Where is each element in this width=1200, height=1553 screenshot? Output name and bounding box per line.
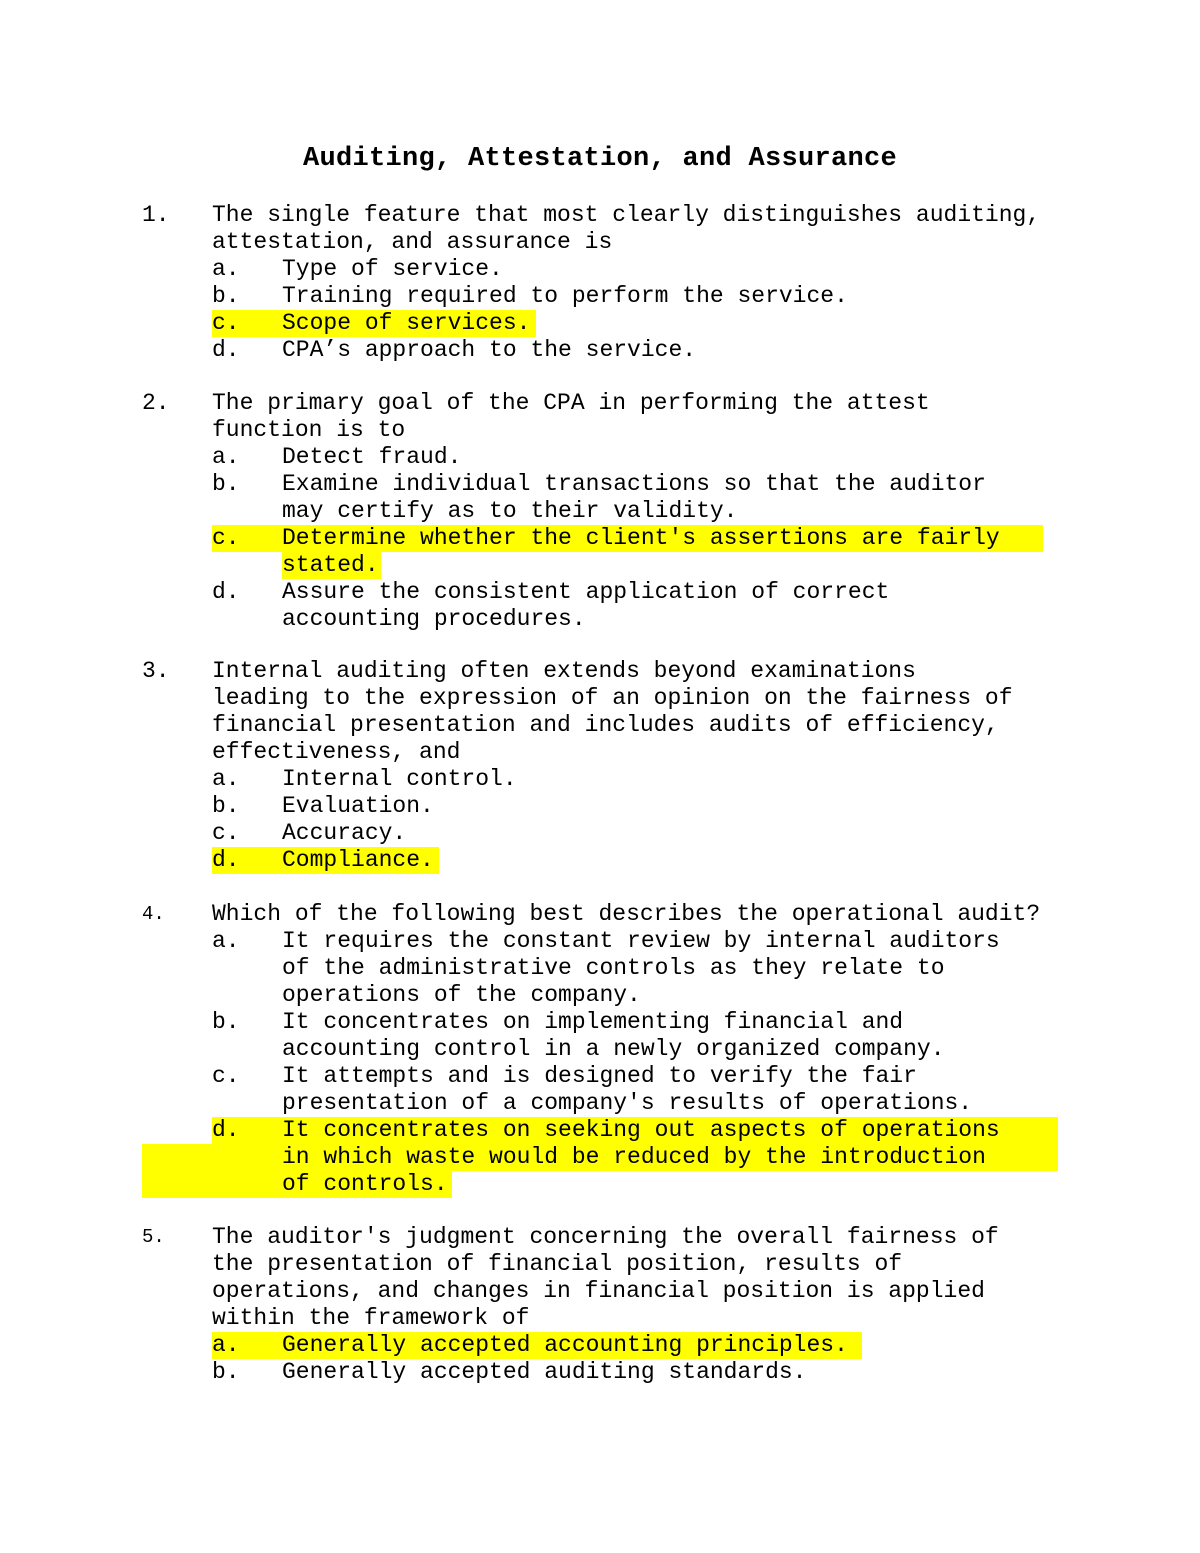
- option-text: of the administrative controls as they relate to: [282, 955, 945, 981]
- option-text: It attempts and is designed to verify the fair: [282, 1063, 917, 1089]
- option-letter: b.: [212, 471, 240, 497]
- option-continuation-line: [142, 606, 1072, 633]
- option-continuation-line: [142, 1144, 1072, 1171]
- question-stem-line: [142, 1251, 1072, 1278]
- option-text: It requires the constant review by internal auditors: [282, 928, 1000, 954]
- question-stem-line: [142, 1224, 1072, 1251]
- option-text: Evaluation.: [282, 793, 434, 819]
- answer-option-c-correct: [142, 310, 1072, 337]
- option-text: Assure the consistent application of correct: [282, 579, 890, 605]
- answer-option-a: [142, 444, 1072, 471]
- answer-option-d-correct: [142, 1117, 1072, 1144]
- question-number: 2.: [142, 390, 170, 416]
- option-letter: d.: [212, 337, 240, 363]
- option-letter: c.: [212, 310, 240, 336]
- question-5: [142, 1224, 1072, 1386]
- answer-option-b: [142, 1009, 1072, 1036]
- option-letter: b.: [212, 793, 240, 819]
- question-stem-line: [142, 658, 1072, 685]
- option-text: Examine individual transactions so that the auditor: [282, 471, 986, 497]
- option-continuation-line: [142, 955, 1072, 982]
- question-stem-text: the presentation of financial position, results of: [212, 1251, 903, 1277]
- question-2: [142, 390, 1072, 633]
- option-letter: a.: [212, 928, 240, 954]
- question-stem-line: [142, 712, 1072, 739]
- option-text: of controls.: [282, 1171, 448, 1197]
- question-stem-line: [142, 739, 1072, 766]
- answer-option-d-correct: [142, 847, 1072, 874]
- option-text: Internal control.: [282, 766, 517, 792]
- option-text: CPA’s approach to the service.: [282, 337, 697, 363]
- option-text: Accuracy.: [282, 820, 407, 846]
- question-1: [142, 202, 1072, 364]
- option-text: accounting procedures.: [282, 606, 586, 632]
- option-letter: b.: [212, 1009, 240, 1035]
- option-text: may certify as to their validity.: [282, 498, 738, 524]
- question-stem-line: [142, 1305, 1072, 1332]
- option-letter: a.: [212, 1332, 240, 1358]
- option-text: accounting control in a newly organized company.: [282, 1036, 945, 1062]
- option-letter: c.: [212, 820, 240, 846]
- option-text: It concentrates on seeking out aspects of operations: [282, 1117, 1000, 1143]
- option-text: It concentrates on implementing financial and: [282, 1009, 904, 1035]
- option-text: presentation of a company's results of operations.: [282, 1090, 973, 1116]
- question-stem-text: attestation, and assurance is: [212, 229, 613, 255]
- answer-option-c: [142, 1063, 1072, 1090]
- document-title: Auditing, Attestation, and Assurance: [302, 144, 898, 174]
- question-stem-text: function is to: [212, 417, 406, 443]
- question-stem-text: within the framework of: [212, 1305, 530, 1331]
- question-number: 1.: [142, 202, 170, 228]
- option-letter: a.: [212, 256, 240, 282]
- option-continuation-line: [142, 982, 1072, 1009]
- question-stem-line: [142, 685, 1072, 712]
- option-text: Compliance.: [282, 847, 434, 873]
- question-stem-line: [142, 390, 1072, 417]
- option-letter: a.: [212, 444, 240, 470]
- option-letter: c.: [212, 1063, 240, 1089]
- question-stem-text: effectiveness, and: [212, 739, 461, 765]
- option-letter: d.: [212, 847, 240, 873]
- option-continuation-line: [142, 1090, 1072, 1117]
- answer-option-a: [142, 256, 1072, 283]
- question-stem-text: operations, and changes in financial position is applied: [212, 1278, 985, 1304]
- option-text: Generally accepted auditing standards.: [282, 1359, 807, 1385]
- question-3: [142, 658, 1072, 874]
- option-continuation-line: [142, 552, 1072, 579]
- question-stem-line: [142, 1278, 1072, 1305]
- option-letter: d.: [212, 579, 240, 605]
- question-stem-text: The single feature that most clearly distinguishes auditing,: [212, 202, 1041, 228]
- answer-option-d: [142, 337, 1072, 364]
- option-text: Training required to perform the service.: [282, 283, 848, 309]
- question-stem-line: [142, 229, 1072, 256]
- answer-option-b: [142, 1359, 1072, 1386]
- option-continuation-line: [142, 1171, 1072, 1198]
- question-stem-text: leading to the expression of an opinion on the fairness of: [212, 685, 1013, 711]
- option-text: Determine whether the client's assertions are fairly: [282, 525, 1000, 551]
- option-text: Scope of services.: [282, 310, 531, 336]
- option-text: in which waste would be reduced by the introduction: [282, 1144, 986, 1170]
- question-number: 3.: [142, 658, 170, 684]
- option-continuation-line: [142, 1036, 1072, 1063]
- question-stem-line: [142, 202, 1072, 229]
- question-number: 4.: [142, 903, 165, 925]
- option-text: Detect fraud.: [282, 444, 462, 470]
- answer-option-a: [142, 928, 1072, 955]
- option-letter: c.: [212, 525, 240, 551]
- answer-option-c: [142, 820, 1072, 847]
- answer-option-b: [142, 471, 1072, 498]
- question-stem-text: The primary goal of the CPA in performing the attest: [212, 390, 930, 416]
- option-text: stated.: [282, 552, 379, 578]
- option-continuation-line: [142, 498, 1072, 525]
- answer-option-b: [142, 283, 1072, 310]
- answer-option-c-correct: [142, 525, 1072, 552]
- answer-option-a-correct: [142, 1332, 1072, 1359]
- question-4: [142, 901, 1072, 1198]
- option-text: operations of the company.: [282, 982, 641, 1008]
- option-text: Type of service.: [282, 256, 503, 282]
- option-letter: a.: [212, 766, 240, 792]
- answer-option-d: [142, 579, 1072, 606]
- answer-option-a: [142, 766, 1072, 793]
- question-stem-text: The auditor's judgment concerning the overall fairness of: [212, 1224, 999, 1250]
- option-letter: b.: [212, 1359, 240, 1385]
- answer-option-b: [142, 793, 1072, 820]
- option-text: Generally accepted accounting principles.: [282, 1332, 848, 1358]
- question-stem-text: financial presentation and includes audits of efficiency,: [212, 712, 999, 738]
- question-stem-text: Internal auditing often extends beyond examinations: [212, 658, 916, 684]
- question-stem-line: [142, 901, 1072, 928]
- option-letter: d.: [212, 1117, 240, 1143]
- question-stem-text: Which of the following best describes the operational audit?: [212, 901, 1041, 927]
- question-number: 5.: [142, 1226, 165, 1248]
- option-letter: b.: [212, 283, 240, 309]
- question-stem-line: [142, 417, 1072, 444]
